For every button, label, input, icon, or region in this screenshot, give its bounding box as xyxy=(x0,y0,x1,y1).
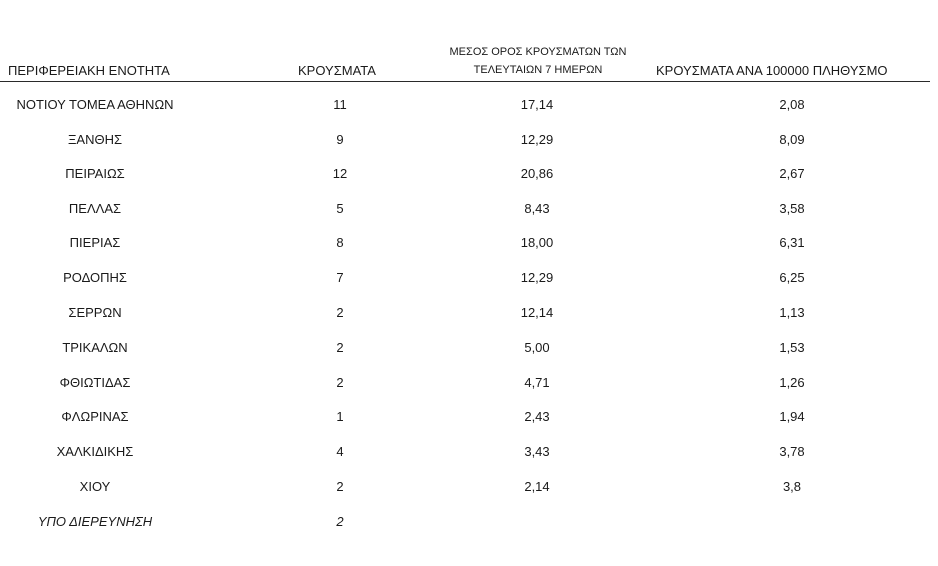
cases-cell: 2 xyxy=(336,305,344,320)
cases-cell: 2 xyxy=(336,375,344,390)
cases-cell: 4 xyxy=(336,444,344,459)
avg-7-days-cell: 20,86 xyxy=(520,166,554,181)
per-100k-cell: 2,08 xyxy=(779,97,805,112)
table-row xyxy=(0,199,938,219)
avg-7-days-cell: 17,14 xyxy=(520,97,554,112)
table-row xyxy=(0,373,938,393)
region-cell: ΞΑΝΘΗΣ xyxy=(67,132,123,147)
avg-7-days-cell: 2,14 xyxy=(524,479,550,494)
header-avg-7-days: ΜΕΣΟΣ ΟΡΟΣ ΚΡΟΥΣΜΑΤΩΝ ΤΩΝ ΤΕΛΕΥΤΑΙΩΝ 7 ΗΜΕΡΩΝ xyxy=(449,46,627,76)
table-row xyxy=(0,477,938,497)
table-row xyxy=(0,338,938,358)
region-cell: ΠΙΕΡΙΑΣ xyxy=(69,235,121,250)
region-cell: ΠΕΙΡΑΙΩΣ xyxy=(65,166,125,181)
header-divider xyxy=(0,81,930,82)
per-100k-cell: 2,67 xyxy=(779,166,805,181)
region-cell: ΥΠΟ ΔΙΕΡΕΥΝΗΣΗ xyxy=(37,514,153,529)
table-row xyxy=(0,164,938,184)
cases-cell: 11 xyxy=(333,97,347,112)
table-row xyxy=(0,233,938,253)
per-100k-cell: 1,13 xyxy=(779,305,805,320)
cases-cell: 2 xyxy=(336,479,344,494)
avg-7-days-cell: 12,29 xyxy=(520,270,554,285)
per-100k-cell: 6,31 xyxy=(779,235,805,250)
table-row xyxy=(0,95,938,115)
table-row xyxy=(0,442,938,462)
avg-7-days-cell: 5,00 xyxy=(524,340,550,355)
avg-7-days-cell: 2,43 xyxy=(524,409,550,424)
avg-7-days-cell: 18,00 xyxy=(520,235,554,250)
avg-7-days-cell: 4,71 xyxy=(524,375,550,390)
cases-cell: 5 xyxy=(336,201,344,216)
region-cell: ΣΕΡΡΩΝ xyxy=(68,305,122,320)
table-row xyxy=(0,407,938,427)
per-100k-cell: 3,78 xyxy=(779,444,805,459)
region-cell: ΦΛΩΡΙΝΑΣ xyxy=(61,409,129,424)
per-100k-cell: 1,94 xyxy=(779,409,805,424)
region-cell: ΧΑΛΚΙΔΙΚΗΣ xyxy=(56,444,134,459)
cases-cell: 2 xyxy=(336,340,344,355)
per-100k-cell: 1,53 xyxy=(779,340,805,355)
avg-7-days-cell: 12,29 xyxy=(520,132,554,147)
header-region: ΠΕΡΙΦΕΡΕΙΑΚΗ ΕΝΟΤΗΤΑ xyxy=(8,63,170,78)
avg-7-days-cell: 8,43 xyxy=(524,201,550,216)
region-cell: ΧΙΟΥ xyxy=(79,479,111,494)
region-cell: ΤΡΙΚΑΛΩΝ xyxy=(62,340,128,355)
avg-7-days-cell: 3,43 xyxy=(524,444,550,459)
cases-cell: 7 xyxy=(336,270,344,285)
region-cell: ΠΕΛΛΑΣ xyxy=(68,201,122,216)
per-100k-cell: 3,58 xyxy=(779,201,805,216)
avg-7-days-cell: 12,14 xyxy=(520,305,554,320)
per-100k-cell: 1,26 xyxy=(779,375,805,390)
per-100k-cell: 8,09 xyxy=(779,132,805,147)
region-cell: ΡΟΔΟΠΗΣ xyxy=(63,270,127,285)
cases-cell: 12 xyxy=(332,166,348,181)
table-row xyxy=(0,268,938,288)
table-row-under-investigation xyxy=(0,512,938,532)
header-cases-per-100k: ΚΡΟΥΣΜΑΤΑ ΑΝΑ 100000 ΠΛΗΘΥΣΜΟ xyxy=(656,63,888,78)
per-100k-cell: 6,25 xyxy=(779,270,805,285)
table-row xyxy=(0,130,938,150)
header-cases: ΚΡΟΥΣΜΑΤΑ xyxy=(298,63,376,78)
cases-cell: 2 xyxy=(336,514,344,529)
cases-cell: 1 xyxy=(336,409,344,424)
table-row xyxy=(0,303,938,323)
per-100k-cell: 3,8 xyxy=(782,479,802,494)
cases-cell: 8 xyxy=(336,235,344,250)
region-cell: ΝΟΤΙΟΥ ΤΟΜΕΑ ΑΘΗΝΩΝ xyxy=(16,97,174,112)
region-cell: ΦΘΙΩΤΙΔΑΣ xyxy=(59,375,131,390)
cases-cell: 9 xyxy=(336,132,344,147)
